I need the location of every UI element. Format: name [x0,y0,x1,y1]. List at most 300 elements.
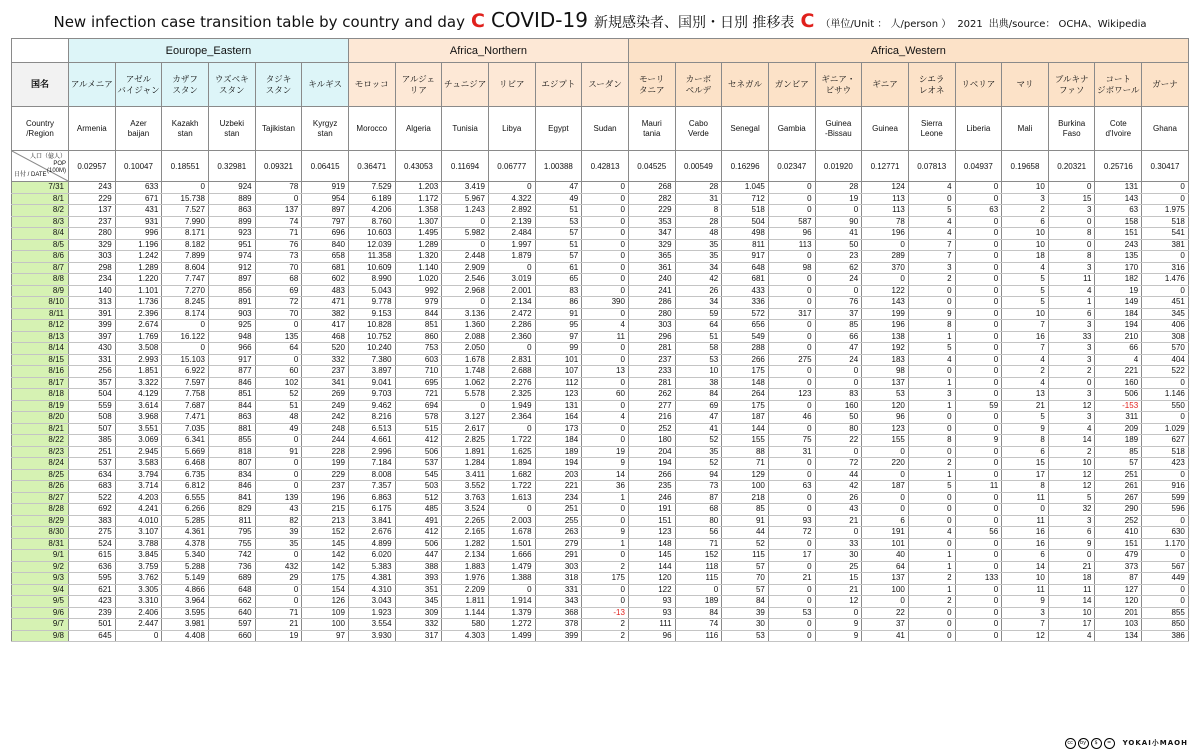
value-cell: 64 [255,343,302,355]
value-cell: 572 [722,308,769,320]
value-cell: 0 [955,423,1002,435]
value-cell: 3.968 [115,412,162,424]
value-cell: 57 [722,561,769,573]
value-cell: 0 [908,538,955,550]
value-cell: 2.276 [488,377,535,389]
value-cell: 1.923 [348,607,395,619]
value-cell: 194 [535,458,582,470]
title-unit: （単位/Unit ： 人/person ） [820,19,952,30]
value-cell: 42 [675,274,722,286]
value-cell: 91 [722,515,769,527]
title-year: 2021 [957,19,983,30]
value-cell: 17 [768,550,815,562]
value-cell: 39 [722,607,769,619]
value-cell: 3 [1048,389,1095,401]
value-cell: 11 [1002,515,1049,527]
value-cell: 251 [535,504,582,516]
value-cell: 229 [302,469,349,481]
table-row [12,492,1189,504]
value-cell: 2 [582,619,629,631]
value-cell: 10 [675,366,722,378]
value-cell: 0 [908,619,955,631]
table-row [12,527,1189,539]
value-cell: 841 [208,492,255,504]
value-cell: 6.175 [348,504,395,516]
value-cell: 331 [69,354,116,366]
value-cell: 0 [582,550,629,562]
value-cell: 120 [1095,596,1142,608]
value-cell: 1.307 [395,216,442,228]
value-cell: 1.666 [488,550,535,562]
value-cell: 57 [535,251,582,263]
value-cell: 0 [955,320,1002,332]
value-cell: 145 [302,538,349,550]
value-cell: 221 [1095,366,1142,378]
value-cell: 281 [628,343,675,355]
value-cell: 189 [675,596,722,608]
value-cell: 5.383 [348,561,395,573]
value-cell: 370 [862,262,909,274]
table-row [12,400,1189,412]
value-cell: 8 [675,205,722,217]
value-cell: 73 [675,481,722,493]
value-cell: 0 [955,228,1002,240]
date-cell: 9/5 [12,596,69,608]
value-cell: 49 [255,423,302,435]
value-cell: 1.140 [395,262,442,274]
value-cell: 8 [908,320,955,332]
value-cell: 35 [675,239,722,251]
country-name-en: Mali [1002,107,1049,151]
value-cell: 332 [302,354,349,366]
date-cell: 8/10 [12,297,69,309]
value-cell: 587 [768,216,815,228]
value-cell: 357 [69,377,116,389]
country-name-jp: セネガル [722,63,769,107]
value-cell: 0 [862,596,909,608]
value-cell: 602 [302,274,349,286]
value-cell: 14 [1002,561,1049,573]
country-jp-header: 国名 [12,63,69,107]
value-cell: 16 [1002,538,1049,550]
value-cell: 175 [722,400,769,412]
value-cell: 597 [208,619,255,631]
value-cell: 189 [535,446,582,458]
value-cell: 0 [582,308,629,320]
value-cell: 91 [255,446,302,458]
value-cell: -13 [582,607,629,619]
value-cell: 2.945 [115,446,162,458]
value-cell: 127 [1095,584,1142,596]
value-cell: 2 [908,596,955,608]
value-cell: 1.358 [395,205,442,217]
value-cell: 94 [675,469,722,481]
value-cell: 332 [395,619,442,631]
table-row [12,320,1189,332]
value-cell: 0 [955,584,1002,596]
population-cell: 0.42813 [582,151,629,182]
value-cell: 155 [722,435,769,447]
value-cell: 12 [1048,400,1095,412]
value-cell: 120 [628,573,675,585]
value-cell: 155 [862,435,909,447]
value-cell: 451 [1142,297,1189,309]
value-cell: 0 [675,584,722,596]
by-icon: by [1078,738,1089,749]
value-cell: 22 [815,435,862,447]
country-name-en: Libya [488,107,535,151]
value-cell: 5.149 [162,573,209,585]
value-cell: 148 [628,538,675,550]
value-cell: 100 [722,481,769,493]
value-cell: 3.107 [115,527,162,539]
value-cell: 298 [69,262,116,274]
value-cell: 70 [255,262,302,274]
country-name-en: Azer baijan [115,107,162,151]
value-cell: 8.182 [162,239,209,251]
value-cell: 2.909 [442,262,489,274]
date-cell: 8/14 [12,343,69,355]
value-cell: 203 [535,469,582,481]
value-cell: 0 [955,607,1002,619]
value-cell: 221 [535,481,582,493]
value-cell: 1.811 [442,596,489,608]
value-cell: 12 [1048,469,1095,481]
value-cell: 275 [69,527,116,539]
value-cell: 388 [395,561,442,573]
value-cell: 966 [208,343,255,355]
value-cell: 736 [208,561,255,573]
value-cell: 0 [955,354,1002,366]
value-cell: 317 [768,308,815,320]
value-cell: 0 [955,469,1002,481]
value-cell: 50 [815,412,862,424]
date-cell: 8/3 [12,216,69,228]
value-cell: 512 [395,492,442,504]
value-cell: 2.139 [488,216,535,228]
value-cell: 19 [1095,285,1142,297]
value-cell: 7.184 [348,458,395,470]
value-cell: 406 [1142,320,1189,332]
value-cell: 3.411 [442,469,489,481]
value-cell: 0 [815,607,862,619]
value-cell: 1.029 [1142,423,1189,435]
date-cell: 8/20 [12,412,69,424]
value-cell: 151 [628,515,675,527]
value-cell: 1.146 [1142,389,1189,401]
value-cell: 0 [768,193,815,205]
value-cell: 4 [1048,285,1095,297]
value-cell: 4.203 [115,492,162,504]
value-cell: 11 [1048,584,1095,596]
value-cell: 0 [955,446,1002,458]
value-cell: 113 [768,239,815,251]
value-cell: 2.892 [488,205,535,217]
value-cell: 47 [675,412,722,424]
value-cell: 0 [255,435,302,447]
date-cell: 8/24 [12,458,69,470]
value-cell: 8 [1048,228,1095,240]
value-cell: 336 [722,297,769,309]
value-cell: 0 [955,538,1002,550]
value-cell: 2.617 [442,423,489,435]
value-cell: 2.676 [348,527,395,539]
value-cell: 1.976 [442,573,489,585]
value-cell: 96 [628,630,675,642]
value-cell: 0 [582,228,629,240]
value-cell: 158 [1095,216,1142,228]
country-name-jp: モロッコ [348,63,395,107]
value-cell: 4.010 [115,515,162,527]
value-cell: 8.174 [162,308,209,320]
value-cell: 151 [1095,538,1142,550]
value-cell: 0 [815,285,862,297]
value-cell: 0 [582,239,629,251]
value-cell: 1.883 [442,561,489,573]
value-cell: 15.103 [162,354,209,366]
value-cell: 1.501 [488,538,535,550]
value-cell: 0 [255,550,302,562]
value-cell: 1.949 [488,400,535,412]
date-cell: 8/21 [12,423,69,435]
table-row [12,377,1189,389]
value-cell: 3 [1048,412,1095,424]
value-cell: 0 [908,412,955,424]
table-row [12,389,1189,401]
value-cell: 2.447 [115,619,162,631]
population-cell: 0.06415 [302,151,349,182]
value-cell: 0 [955,308,1002,320]
value-cell: 541 [1142,228,1189,240]
date-cell: 8/4 [12,228,69,240]
value-cell: 255 [535,515,582,527]
value-cell: 0 [955,458,1002,470]
value-cell: 4 [1048,630,1095,642]
value-cell: 160 [1095,377,1142,389]
value-cell: 175 [302,573,349,585]
value-cell: 0 [768,423,815,435]
value-cell: 37 [862,619,909,631]
date-cell: 9/6 [12,607,69,619]
date-cell: 8/5 [12,239,69,251]
value-cell: 615 [69,550,116,562]
value-cell: 95 [535,320,582,332]
value-cell: 10 [1002,239,1049,251]
value-cell: 595 [69,573,116,585]
value-cell: 6.020 [348,550,395,562]
value-cell: 518 [1142,216,1189,228]
value-cell: 1.678 [442,354,489,366]
value-cell: 137 [69,205,116,217]
value-cell: 6.922 [162,366,209,378]
value-cell: 7 [908,239,955,251]
value-cell: 6 [1002,446,1049,458]
value-cell: 6 [862,515,909,527]
value-cell: 331 [535,584,582,596]
value-cell: 0 [582,262,629,274]
country-name-en: Algeria [395,107,442,151]
value-cell: 504 [722,216,769,228]
population-cell: 0.09321 [255,151,302,182]
value-cell: 603 [395,354,442,366]
value-cell: 0 [768,320,815,332]
c-mark-1: C [471,10,485,32]
value-cell: 545 [395,469,442,481]
value-cell: 2.448 [442,251,489,263]
value-cell: 240 [628,274,675,286]
date-cell: 8/2 [12,205,69,217]
value-cell: 21 [1048,561,1095,573]
value-cell: 840 [302,239,349,251]
value-cell: 3.759 [115,561,162,573]
value-cell: 65 [535,274,582,286]
value-cell: 53 [675,354,722,366]
value-cell: 87 [1095,573,1142,585]
value-cell: 4.661 [348,435,395,447]
value-cell: 0 [768,377,815,389]
value-cell: 35 [255,538,302,550]
population-cell: 0.11694 [442,151,489,182]
value-cell: 0 [768,297,815,309]
value-cell: 28 [675,182,722,194]
value-cell: 518 [722,205,769,217]
value-cell: 10 [1002,308,1049,320]
value-cell: 912 [208,262,255,274]
value-cell: 0 [1142,412,1189,424]
value-cell: 199 [302,458,349,470]
value-cell: 303 [628,320,675,332]
value-cell: 1.172 [395,193,442,205]
value-cell: 180 [628,435,675,447]
value-cell: 0 [955,182,1002,194]
value-cell: 63 [768,481,815,493]
value-cell: 382 [302,308,349,320]
value-cell: 251 [1095,469,1142,481]
value-cell: 345 [1142,308,1189,320]
country-name-jp: リベリア [955,63,1002,107]
value-cell: 0 [955,297,1002,309]
value-cell: 692 [69,504,116,516]
value-cell: 282 [628,193,675,205]
value-cell: 524 [69,538,116,550]
value-cell: 75 [768,435,815,447]
date-cell: 8/19 [12,400,69,412]
value-cell: 152 [302,527,349,539]
value-cell: 234 [535,492,582,504]
value-cell: 50 [815,239,862,251]
country-name-jp: ギニア [862,63,909,107]
population-cell: 0.16296 [722,151,769,182]
value-cell: 175 [722,366,769,378]
value-cell: 19 [582,446,629,458]
table-row [12,205,1189,217]
date-cell: 9/4 [12,584,69,596]
table-row [12,308,1189,320]
value-cell: 15.738 [162,193,209,205]
value-cell: 0 [955,596,1002,608]
value-cell: 103 [1095,619,1142,631]
value-cell: 891 [208,297,255,309]
value-cell: 4 [908,527,955,539]
value-cell: 47 [535,182,582,194]
value-cell: 979 [395,297,442,309]
value-cell: 126 [302,596,349,608]
value-cell: 4.129 [115,389,162,401]
value-cell: 37 [815,308,862,320]
value-cell: 237 [302,366,349,378]
value-cell: 0 [955,389,1002,401]
value-cell: 0 [815,205,862,217]
population-cell: 0.00549 [675,151,722,182]
date-cell: 8/1 [12,193,69,205]
value-cell: 1.289 [395,239,442,251]
value-cell: 51 [535,239,582,251]
value-cell: 417 [302,320,349,332]
value-cell: 71 [722,458,769,470]
value-cell: 10 [1002,228,1049,240]
value-cell: 72 [768,527,815,539]
value-cell: 4 [1048,423,1095,435]
value-cell: 0 [955,377,1002,389]
value-cell: 42 [815,481,862,493]
value-cell: 74 [675,619,722,631]
value-cell: 26 [675,285,722,297]
value-cell: 0 [255,481,302,493]
value-cell: 0 [1142,251,1189,263]
value-cell: 303 [535,561,582,573]
c-mark-2: C [800,10,815,32]
value-cell: 1 [908,561,955,573]
page-title [0,8,1200,32]
value-cell: 0 [908,630,955,642]
value-cell: 0 [255,354,302,366]
value-cell: 0 [908,607,955,619]
value-cell: 0 [1142,469,1189,481]
value-cell: 0 [255,320,302,332]
value-cell: 64 [862,561,909,573]
value-cell: 923 [208,228,255,240]
value-cell: 373 [1095,561,1142,573]
value-cell: 2.360 [488,331,535,343]
value-cell: 0 [1142,182,1189,194]
value-cell: 26 [815,492,862,504]
table-row [12,607,1189,619]
value-cell: 0 [1048,182,1095,194]
table-row [12,354,1189,366]
value-cell: 479 [1095,550,1142,562]
date-cell: 8/26 [12,481,69,493]
value-cell: 3.305 [115,584,162,596]
value-cell: 7 [1002,619,1049,631]
value-cell: 811 [722,239,769,251]
value-cell: 0 [815,527,862,539]
date-cell: 8/29 [12,515,69,527]
date-cell: 8/31 [12,538,69,550]
value-cell: 21 [1002,400,1049,412]
value-cell: 112 [535,377,582,389]
value-cell: 11.358 [348,251,395,263]
value-cell: 1.914 [488,596,535,608]
value-cell: 131 [535,400,582,412]
value-cell: 447 [395,550,442,562]
value-cell: 818 [208,446,255,458]
value-cell: 1.284 [442,458,489,470]
value-cell: 268 [628,182,675,194]
value-cell: 353 [628,216,675,228]
country-name-jp: タジキ スタン [255,63,302,107]
value-cell: 1.320 [395,251,442,263]
country-name-en: Cote d'Ivoire [1095,107,1142,151]
